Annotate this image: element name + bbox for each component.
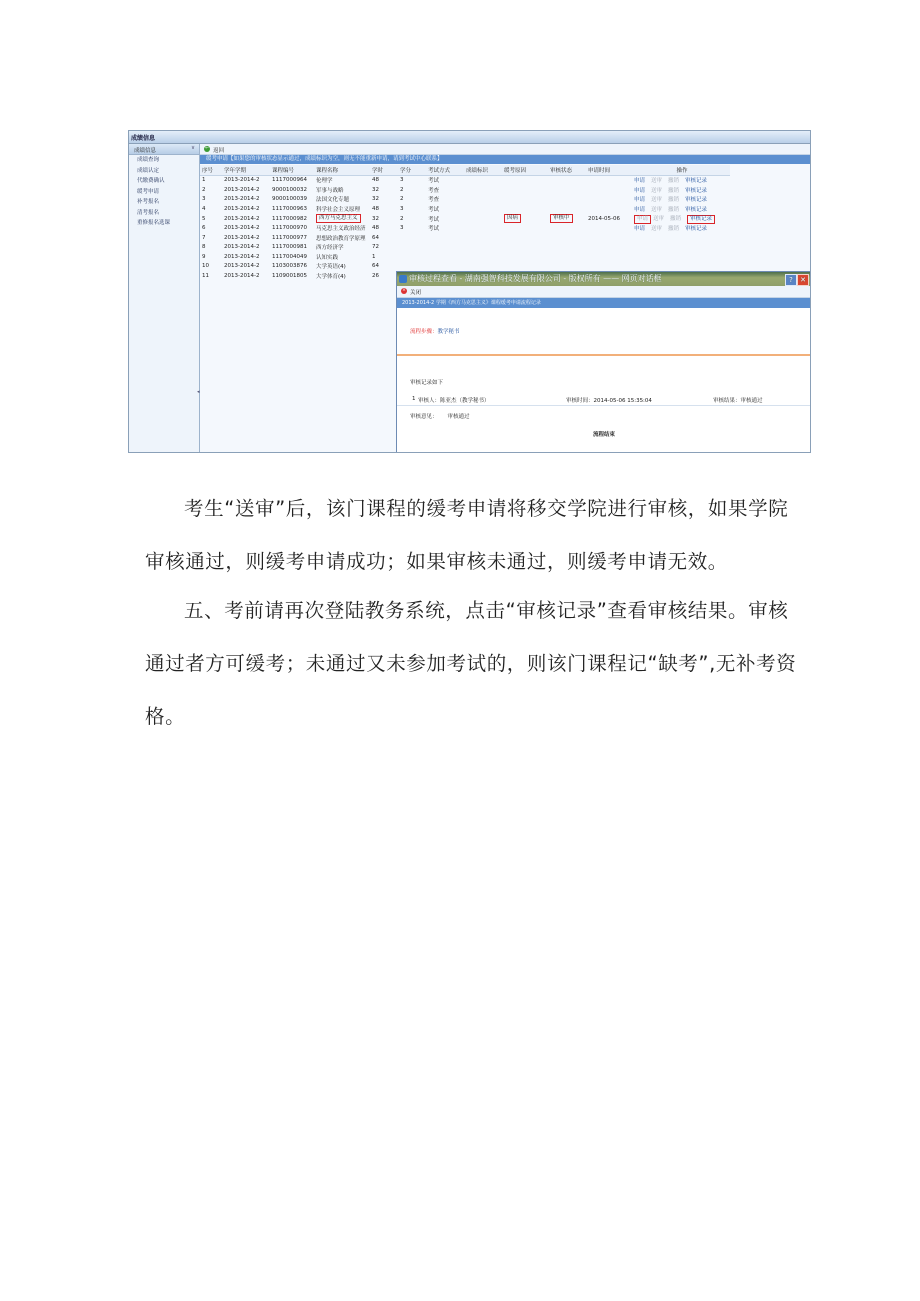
app-header	[129, 131, 810, 144]
table-cell: 1	[202, 177, 206, 184]
table-cell: 1117000981	[272, 244, 307, 251]
dialog-title: 审核过程查看 - 湖南强智科技发展有限公司 - 版权所有 —— 网页对话框	[409, 274, 662, 283]
table-cell: 2013-2014-2	[224, 263, 260, 270]
table-cell	[548, 243, 586, 253]
table-cell	[586, 224, 632, 234]
table-cell	[464, 175, 502, 185]
ops-cell	[632, 262, 730, 272]
table-cell: 2	[202, 186, 206, 193]
col-header: 学年学期	[222, 165, 270, 175]
col-header: 学分	[398, 165, 426, 175]
table-row	[200, 243, 730, 253]
table-cell	[548, 233, 586, 243]
table-cell: 1103003876	[272, 263, 307, 270]
table-cell: 1117000970	[272, 225, 307, 232]
sidebar-item-makeup-signup[interactable]: 补考报名	[137, 199, 160, 205]
table-cell	[548, 185, 586, 195]
table-cell: 认知实践	[316, 254, 339, 261]
table-cell: 3	[400, 205, 404, 212]
table-cell	[502, 224, 548, 234]
table-cell: 马克思主义政治经济	[316, 226, 366, 233]
divider	[397, 354, 811, 356]
table-cell: 2	[400, 186, 404, 193]
table-cell: 2013-2014-2	[224, 253, 260, 260]
table-cell	[502, 243, 548, 253]
audit-record-link[interactable]: 审核记录	[685, 187, 708, 194]
table-cell: 72	[372, 244, 379, 251]
table-cell	[464, 262, 502, 272]
table-cell	[586, 262, 632, 272]
table-cell: 2013-2014-2	[224, 225, 260, 232]
table-row	[200, 214, 730, 224]
table-cell	[548, 224, 586, 234]
highlight-box: 西方马克思主义	[316, 214, 361, 223]
notice-bar: 缓考申请【如果您的审核状态显示通过，成绩标识为空，则无不能重新申请，请到考试中心联系】	[200, 155, 810, 164]
table-cell	[548, 252, 586, 262]
table-cell	[464, 252, 502, 262]
table-row	[200, 233, 730, 243]
table-cell: 5	[202, 215, 206, 222]
table-row	[200, 175, 730, 185]
table-cell: 2013-2014-2	[224, 177, 260, 184]
table-cell	[398, 252, 426, 262]
col-header: 成绩标识	[464, 165, 502, 175]
table-cell	[502, 262, 548, 272]
submit-link[interactable]: 送审	[651, 187, 663, 194]
embedded-screenshot	[128, 130, 811, 453]
table-cell: 1117000977	[272, 234, 307, 241]
sidebar-header[interactable]	[129, 144, 199, 155]
table-cell: 2014-05-06	[588, 215, 620, 222]
close-circle-icon[interactable]: ×	[402, 288, 406, 293]
review-result: 审核结果：审核通过	[713, 398, 763, 404]
col-header: 序号	[200, 165, 222, 175]
table-cell: 3	[400, 225, 404, 232]
table-header-row	[200, 165, 730, 175]
opinion-value: 审核通过	[447, 414, 470, 420]
table-cell: 64	[372, 234, 379, 241]
flow-end: 流程结束	[592, 432, 615, 438]
table-cell: 2013-2014-2	[224, 186, 260, 193]
table-cell: 64	[372, 263, 379, 270]
sidebar-item-grade-recognition[interactable]: 成绩认定	[137, 167, 160, 174]
table-cell: 4	[202, 205, 206, 212]
table-row	[200, 195, 730, 205]
submit-link[interactable]: 送审	[651, 206, 663, 213]
table-cell: 2013-2014-2	[224, 272, 260, 279]
table-cell: 48	[372, 177, 379, 184]
table-cell	[464, 204, 502, 214]
table-cell	[426, 252, 464, 262]
col-header: 考试方式	[426, 165, 464, 175]
sidebar-item-fee-confirm[interactable]: 代缴费确认	[137, 178, 165, 184]
sidebar-item-deferral-apply[interactable]: 缓考申请	[137, 188, 160, 195]
ops-cell	[632, 204, 730, 214]
window-icon	[399, 275, 407, 283]
table-cell: 考查	[428, 187, 440, 194]
col-header: 课程编号	[270, 165, 314, 175]
table-cell: 2	[400, 196, 404, 203]
table-cell: 2013-2014-2	[224, 234, 260, 241]
review-time: 审核时间：2014-05-06 15:35:04	[566, 398, 652, 404]
audit-record-link[interactable]: 审核记录	[685, 206, 708, 213]
col-header: 课程名称	[314, 165, 370, 175]
table-cell: 考试	[428, 206, 440, 213]
apply-link[interactable]: 申请	[634, 178, 646, 185]
table-cell: 1117000982	[272, 215, 307, 222]
table-cell: 考试	[428, 178, 440, 185]
sidebar-item-clear-exam-signup[interactable]: 清考报名	[137, 209, 160, 216]
sidebar-item-retake-course[interactable]: 重修报名选课	[137, 220, 171, 226]
table-cell	[548, 262, 586, 272]
ops-cell	[632, 224, 730, 234]
col-header: 缓考原因	[502, 165, 548, 175]
ops-cell	[632, 175, 730, 185]
highlight-box: 因病	[504, 214, 521, 223]
paragraph-review-process: 考生“送审”后，该门课程的缓考申请将移交学院进行审核，如果学院审核通过，则缓考申请成功；如果审核未通过，则缓考申请无效。	[145, 497, 789, 573]
table-cell	[586, 233, 632, 243]
revoke-link[interactable]: 撤销	[668, 206, 680, 213]
table-cell: 6	[202, 225, 206, 232]
table-cell	[548, 204, 586, 214]
help-icon[interactable]: ?	[785, 274, 797, 286]
back-button[interactable]: 返回	[213, 148, 225, 154]
table-cell: 2013-2014-2	[224, 205, 260, 212]
table-row	[200, 224, 730, 234]
table-cell	[502, 195, 548, 205]
table-cell	[502, 204, 548, 214]
table-cell: 思想政治教育学原理	[316, 235, 366, 242]
ops-cell	[632, 195, 730, 205]
table-cell: 军事与战略	[316, 187, 344, 194]
sidebar-item-grade-query[interactable]: 成绩查询	[137, 157, 160, 163]
table-cell: 1109001805	[272, 272, 307, 279]
table-cell	[398, 262, 426, 272]
table-cell	[586, 185, 632, 195]
divider	[397, 405, 811, 406]
ops-cell	[632, 185, 730, 195]
col-header: 申请时间	[586, 165, 632, 175]
audit-dialog	[396, 271, 811, 453]
table-cell: 9000100039	[272, 196, 307, 203]
dialog-title-bar	[397, 272, 811, 286]
apply-link[interactable]: 申请	[634, 226, 646, 233]
table-cell	[426, 233, 464, 243]
flow-value: 教学秘书	[437, 329, 460, 335]
table-cell	[502, 185, 548, 195]
dialog-band: 2013-2014-2 学期《西方马克思主义》课程缓考申请流程记录	[397, 298, 811, 308]
table-cell: 32	[372, 215, 379, 222]
submit-link[interactable]: 送审	[651, 226, 663, 233]
table-cell	[464, 185, 502, 195]
table-row	[200, 252, 730, 262]
sidebar-header-label: 成绩信息	[134, 148, 157, 154]
submit-link[interactable]: 送审	[653, 215, 665, 222]
table-cell: 26	[372, 272, 379, 279]
toolbar	[200, 144, 810, 155]
sidebar	[129, 144, 200, 452]
table-cell: 1	[372, 253, 376, 260]
table-cell	[464, 243, 502, 253]
close-button[interactable]: 关闭	[410, 290, 422, 296]
table-cell	[586, 195, 632, 205]
flow-step	[410, 327, 460, 335]
table-cell: 伦理学	[316, 178, 333, 185]
table-cell	[464, 233, 502, 243]
table-cell	[502, 233, 548, 243]
table-cell: 大学英语(4)	[316, 264, 346, 271]
apply-link[interactable]: 申请	[634, 206, 646, 213]
table-cell	[586, 243, 632, 253]
table-cell	[548, 175, 586, 185]
table-cell: 3	[400, 177, 404, 184]
table-cell: 3	[202, 196, 206, 203]
table-cell	[548, 195, 586, 205]
table-cell: 48	[372, 205, 379, 212]
revoke-link[interactable]: 撤销	[668, 187, 680, 194]
table-cell	[502, 214, 548, 224]
table-row	[200, 185, 730, 195]
ops-cell	[632, 252, 730, 262]
table-cell: 8	[202, 244, 206, 251]
ops-cell	[632, 214, 730, 224]
paragraph-check-result: 五、考前请再次登陆教务系统，点击“审核记录”查看审核结果。审核通过者方可缓考；未通过又未参加考试的，则该门课程记“缺考”,无补考资格。	[145, 599, 797, 728]
back-icon[interactable]: ←	[205, 146, 209, 151]
table-cell	[586, 175, 632, 185]
close-icon[interactable]: ✕	[797, 274, 809, 286]
flow-label: 流程步骤：	[410, 329, 438, 335]
table-cell: 法国文化专题	[316, 197, 350, 204]
review-opinion	[410, 412, 480, 420]
audit-record-link[interactable]: 审核记录	[685, 197, 708, 204]
record-index: 1	[412, 396, 416, 402]
chevron-down-icon[interactable]: ∨	[190, 145, 195, 151]
ops-cell	[632, 233, 730, 243]
table-cell: 2013-2014-2	[224, 244, 260, 251]
col-header: 学时	[370, 165, 398, 175]
table-cell: 11	[202, 272, 209, 279]
collapse-arrow-icon[interactable]: ◂	[197, 389, 200, 395]
table-cell	[548, 214, 586, 224]
table-cell: 考查	[428, 197, 440, 204]
table-cell: 32	[372, 196, 379, 203]
table-cell: 7	[202, 234, 206, 241]
table-cell	[398, 243, 426, 253]
table-cell	[586, 252, 632, 262]
revoke-link[interactable]: 撤销	[668, 178, 680, 185]
apply-link[interactable]: 申请	[634, 215, 651, 224]
reviewer: 审核人：陈亚杰（教学秘书）	[418, 398, 490, 404]
table-cell: 科学社会主义原理	[316, 206, 361, 213]
table-cell: 32	[372, 186, 379, 193]
record-heading: 审核记录如下	[410, 380, 444, 386]
audit-record-link[interactable]: 审核记录	[685, 178, 708, 185]
table-cell	[464, 224, 502, 234]
table-cell: 9	[202, 253, 206, 260]
ops-cell	[632, 243, 730, 253]
table-cell	[586, 204, 632, 214]
table-row	[200, 204, 730, 214]
app-title: 成绩信息	[131, 135, 156, 142]
table-cell	[426, 262, 464, 272]
table-cell	[426, 243, 464, 253]
table-cell: 西方经济学	[316, 245, 344, 252]
table-cell: 1117000963	[272, 205, 307, 212]
table-cell	[502, 252, 548, 262]
table-cell: 2	[400, 215, 404, 222]
audit-record-link[interactable]: 审核记录	[685, 226, 708, 233]
revoke-link[interactable]: 撤销	[668, 226, 680, 233]
table-cell: 48	[372, 225, 379, 232]
revoke-link[interactable]: 撤销	[668, 197, 680, 204]
table-cell: 2013-2014-2	[224, 215, 260, 222]
table-cell: 1117004049	[272, 253, 307, 260]
table-cell: 考试	[428, 216, 440, 223]
table-cell: 大学体育(4)	[316, 273, 346, 280]
table-cell	[314, 214, 370, 224]
table-cell	[464, 214, 502, 224]
table-cell: 考试	[428, 226, 440, 233]
apply-link[interactable]: 申请	[634, 187, 646, 194]
dialog-toolbar	[397, 286, 811, 298]
submit-link[interactable]: 送审	[651, 197, 663, 204]
table-cell: 10	[202, 263, 209, 270]
table-cell	[502, 175, 548, 185]
table-row	[200, 262, 730, 272]
table-cell	[464, 195, 502, 205]
table-cell	[398, 233, 426, 243]
table-cell: 2013-2014-2	[224, 196, 260, 203]
deferral-table	[200, 165, 730, 281]
table-cell: 1117000964	[272, 177, 307, 184]
revoke-link[interactable]: 撤销	[670, 215, 682, 222]
opinion-label: 审核意见：	[410, 414, 438, 420]
col-header: 审核状态	[548, 165, 586, 175]
apply-link[interactable]: 申请	[634, 197, 646, 204]
audit-record-link[interactable]: 审核记录	[687, 215, 715, 224]
submit-link[interactable]: 送审	[651, 178, 663, 185]
col-header: 操作	[632, 165, 730, 175]
highlight-box: 审核中	[550, 214, 573, 223]
table-cell: 9000100032	[272, 186, 307, 193]
